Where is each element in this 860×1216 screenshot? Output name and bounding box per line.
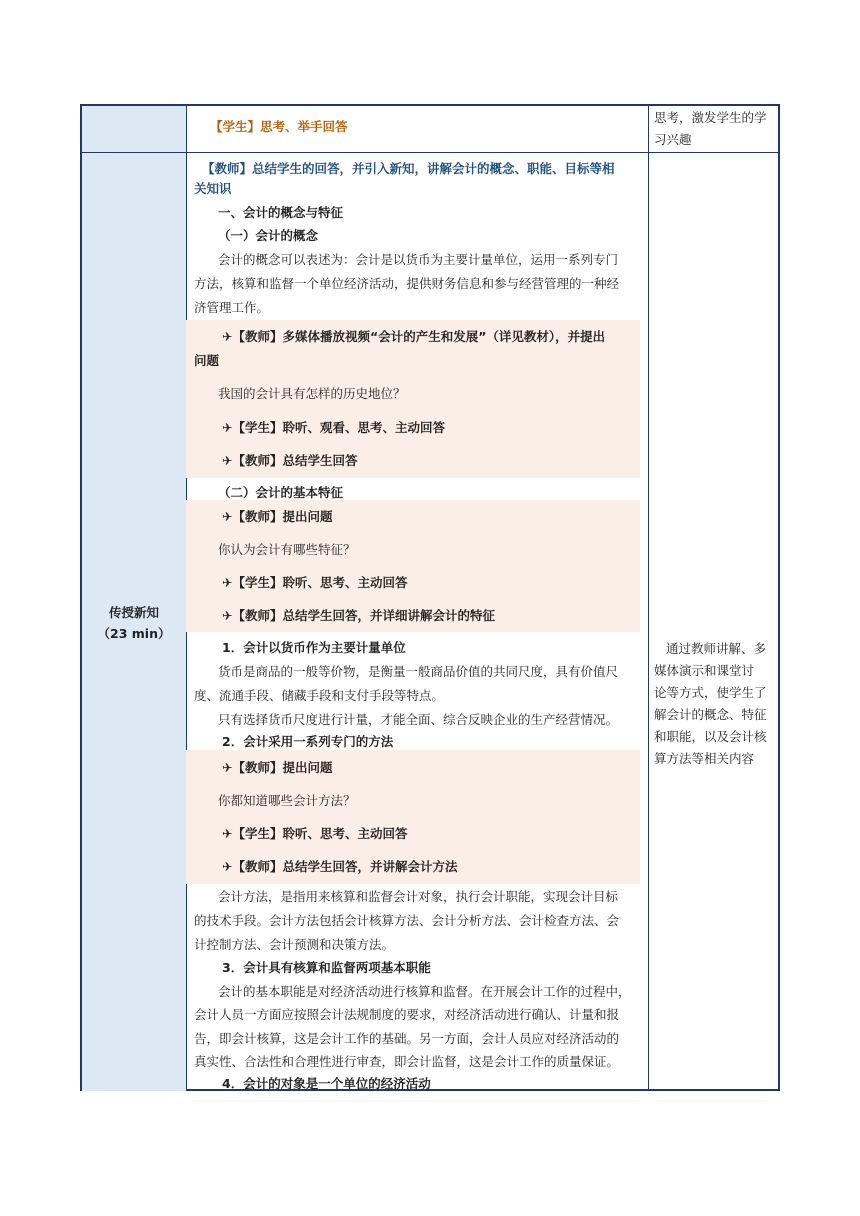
row2-note-line: 算方法等相关内容 <box>654 751 755 766</box>
feature-2-title: 2．会计采用一系列专门的方法 <box>222 734 394 749</box>
feature-3-text: 真实性、合法性和合理性进行审查，即会计监督，这是会计工作的质量保证。 <box>194 1054 620 1069</box>
feature-3-text: 会计的基本职能是对经济活动进行核算和监督。在开展会计工作的过程中， <box>218 984 631 999</box>
box2-teacher-summary: ✈【教师】总结学生回答，并详细讲解会计的特征 <box>222 608 495 623</box>
feature-2-text: 的技术手段。会计方法包括会计核算方法、会计分析方法、会计检查方法、会 <box>194 913 620 928</box>
stage-column-shading <box>82 106 186 1091</box>
concept-text: 会计的概念可以表述为：会计是以货币为主要计量单位，运用一系列专门 <box>218 252 619 267</box>
row1-note-line1: 思考，激发学生的学 <box>654 110 767 125</box>
subsection-heading-features: （二）会计的基本特征 <box>218 485 344 500</box>
box1-teacher: ✈【教师】多媒体播放视频“会计的产生和发展”（详见教材），并提出 <box>222 329 606 344</box>
feature-3-text: 告，即会计核算，这是会计工作的基础。另一方面，会计人员应对经济活动的 <box>194 1031 620 1046</box>
box1-question: 我国的会计具有怎样的历史地位？ <box>218 386 406 401</box>
feature-1-text: 度、流通手段、储藏手段和支付手段等特点。 <box>194 688 445 703</box>
row2-note-line: 和职能，以及会计核 <box>654 729 767 744</box>
feature-3-text: 会计人员一方面应按照会计法规制度的要求，对经济活动进行确认、计量和报 <box>194 1007 620 1022</box>
column-divider-2 <box>648 106 649 1089</box>
student-response-row1: 【学生】思考、举手回答 <box>210 119 348 134</box>
concept-text: 济管理工作。 <box>194 300 270 315</box>
box3-question: 你都知道哪些会计方法？ <box>218 793 356 808</box>
stage-label <box>82 602 186 644</box>
stage-title: 传授新知 <box>108 605 159 620</box>
box2-student: ✈【学生】聆听、思考、主动回答 <box>222 575 408 590</box>
feature-1-title: 1．会计以货币作为主要计量单位 <box>222 640 406 655</box>
row2-note-line: 解会计的概念、特征 <box>654 707 767 722</box>
feature-1-text: 货币是商品的一般等价物，是衡量一般商品价值的共同尺度，具有价值尺 <box>218 664 619 679</box>
row2-content <box>186 152 648 1092</box>
teacher-intro: 【教师】总结学生的回答，并引入新知，讲解会计的概念、职能、目标等相 <box>202 161 615 176</box>
feature-1-text: 只有选择货币尺度进行计量，才能全面、综合反映企业的生产经营情况。 <box>218 712 619 727</box>
lesson-table <box>80 104 780 1091</box>
box2-question: 你认为会计有哪些特征？ <box>218 542 356 557</box>
stage-time: （23 min） <box>97 626 171 641</box>
teacher-intro-cont: 关知识 <box>194 181 232 196</box>
box3-student: ✈【学生】聆听、思考、主动回答 <box>222 826 408 841</box>
feature-3-title: 3．会计具有核算和监督两项基本职能 <box>222 960 431 975</box>
row1-content <box>186 106 648 152</box>
box1-student: ✈【学生】聆听、观看、思考、主动回答 <box>222 420 445 435</box>
feature-4-title: 4．会计的对象是一个单位的经济活动 <box>222 1076 431 1091</box>
section-heading-1: 一、会计的概念与特征 <box>218 205 344 220</box>
box1-teacher-summary: ✈【教师】总结学生回答 <box>222 453 358 468</box>
box3-teacher: ✈【教师】提出问题 <box>222 760 333 775</box>
feature-2-text: 会计方法，是指用来核算和监督会计对象，执行会计职能，实现会计目标 <box>218 889 619 904</box>
subsection-heading-concept: （一）会计的概念 <box>218 228 319 243</box>
box2-teacher: ✈【教师】提出问题 <box>222 509 333 524</box>
box3-teacher-summary: ✈【教师】总结学生回答，并讲解会计方法 <box>222 859 458 874</box>
box1-teacher-cont: 问题 <box>194 353 220 368</box>
row2-note-line: 媒体演示和课堂讨 <box>654 663 755 678</box>
row2-note <box>654 638 778 770</box>
concept-text: 方法，核算和监督一个单位经济活动，提供财务信息和参与经营管理的一种经 <box>194 276 620 291</box>
row1-note-line2: 习兴趣 <box>654 132 692 147</box>
row2-note-line: 论等方式，使学生了 <box>654 685 767 700</box>
feature-2-text: 计控制方法、会计预测和决策方法。 <box>194 937 395 952</box>
row1-note <box>654 107 778 151</box>
row2-note-line: 通过教师讲解、多 <box>666 641 767 656</box>
